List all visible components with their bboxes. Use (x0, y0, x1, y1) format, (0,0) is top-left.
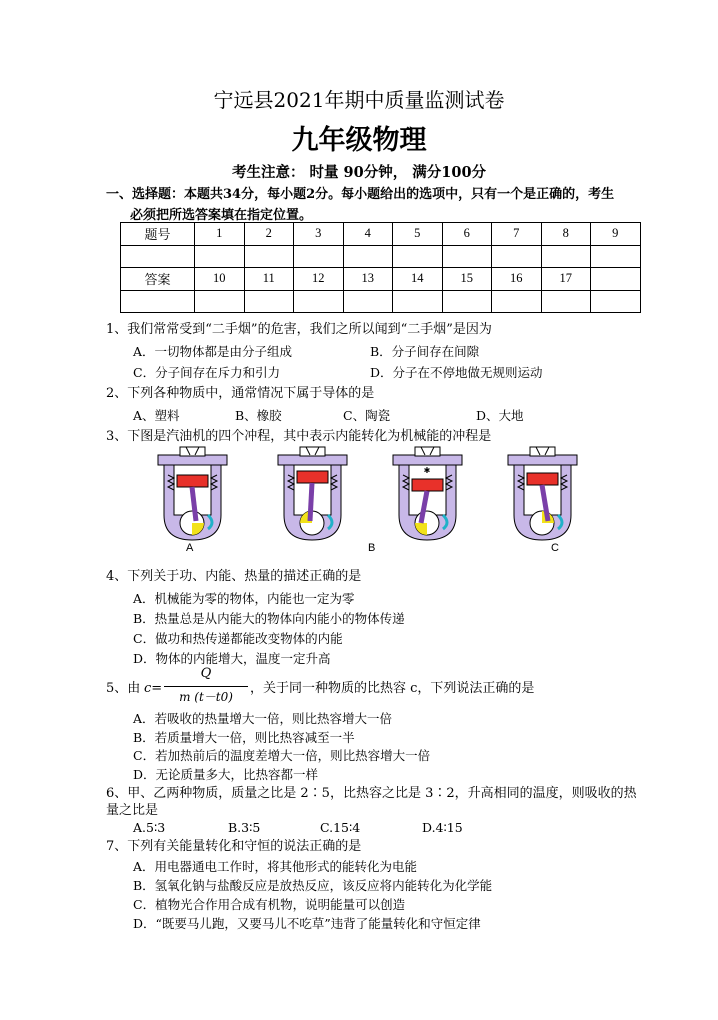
question-5-option-b: B．若质量增大一倍，则比热容减至一半 (133, 730, 355, 745)
question-4-option-d: D．物体的内能增大，温度一定升高 (133, 651, 331, 666)
question-1-option-b: B．分子间存在间隙 (370, 344, 480, 359)
table-cell: 7 (492, 223, 542, 246)
fraction-bar (164, 686, 248, 687)
exam-title: 宁远县2021年期中质量监测试卷 (213, 88, 505, 112)
question-4-option-b: B．热量总是从内能大的物体向内能小的物体传递 (133, 611, 405, 626)
table-cell: 10 (195, 268, 245, 291)
question-6-option-a: A.5∶3 (133, 820, 166, 835)
table-cell: 14 (393, 268, 443, 291)
question-4-option-a: A．机械能为零的物体，内能也一定为零 (133, 591, 355, 606)
question-7-option-d: D．“既要马儿跑，又要马儿不吃草”违背了能量转化和守恒定律 (133, 916, 481, 931)
question-6-option-c: C.15∶4 (320, 820, 361, 835)
answer-cell[interactable] (121, 290, 195, 313)
question-2-option-c: C、陶瓷 (343, 408, 391, 423)
table-cell: 3 (294, 223, 344, 246)
question-7-option-a: A．用电器通电工作时，将其他形式的能转化为电能 (133, 859, 418, 874)
answer-cell[interactable] (244, 290, 294, 313)
table-cell: 8 (541, 223, 591, 246)
table-cell: 5 (393, 223, 443, 246)
question-2-option-b: B、橡胶 (235, 408, 282, 423)
question-7-option-c: C．植物光合作用合成有机物，说明能量可以创造 (133, 897, 406, 912)
table-cell: 13 (343, 268, 393, 291)
question-1-stem: 1、我们常常受到“二手烟”的危害，我们之所以闻到“二手烟”是因为 (106, 322, 492, 337)
table-cell: 题号 (121, 223, 195, 246)
question-2-stem: 2、下列各种物质中，通常情况下属于导体的是 (106, 386, 375, 401)
question-6-option-d: D.4∶15 (422, 820, 463, 835)
answer-cell[interactable] (591, 245, 641, 268)
question-1-option-c: C．分子间存在斥力和引力 (133, 365, 281, 380)
answer-table (120, 222, 641, 313)
question-4-stem: 4、下列关于功、内能、热量的描述正确的是 (106, 569, 362, 584)
engine-label-c: C (551, 542, 559, 554)
answer-cell[interactable] (343, 245, 393, 268)
answer-cell[interactable] (195, 245, 245, 268)
table-cell: 2 (244, 223, 294, 246)
formula-numerator: Q (200, 666, 212, 681)
question-3-stem: 3、下图是汽油机的四个冲程，其中表示内能转化为机械能的冲程是 (106, 429, 492, 444)
section-heading (106, 184, 666, 226)
answer-cell[interactable] (393, 290, 443, 313)
table-cell: 答案 (121, 268, 195, 291)
table-row (121, 268, 641, 291)
formula-lhs: c= (144, 681, 163, 696)
answer-cell[interactable] (343, 290, 393, 313)
answer-cell[interactable] (492, 290, 542, 313)
engine-label-a: A (186, 542, 194, 554)
engine-diagram-b (270, 445, 355, 543)
table-row (121, 290, 641, 313)
exam-notice: 考生注意： 时量 90分钟， 满分100分 (231, 164, 487, 181)
answer-cell[interactable] (294, 245, 344, 268)
table-cell: 9 (591, 223, 641, 246)
answer-cell[interactable] (591, 290, 641, 313)
question-2-option-d: D、大地 (476, 408, 524, 423)
question-6-stem-line-2: 量之比是 (106, 803, 159, 818)
table-cell: 17 (541, 268, 591, 291)
question-5-stem: ，关于同一种物质的比热容 c，下列说法正确的是 (250, 681, 535, 696)
question-5-option-d: D．无论质量多大，比热容都一样 (133, 767, 319, 782)
engine-diagram-c (385, 445, 470, 543)
question-1-option-a: A．一切物体都是由分子组成 (133, 344, 293, 359)
section-line-2: 必须把所选答案填在指定位置。 (130, 208, 313, 223)
engine-diagram-d (500, 445, 585, 543)
question-2-option-a: A、塑料 (133, 408, 180, 423)
question-5-prefix: 5、由 (106, 681, 141, 696)
question-4-option-c: C．做功和热传递都能改变物体的内能 (133, 631, 343, 646)
answer-cell[interactable] (442, 245, 492, 268)
question-7-stem: 7、下列有关能量转化和守恒的说法正确的是 (106, 839, 362, 854)
question-6-stem-line-1: 6、甲、乙两种物质，质量之比是 2∶5，比热容之比是 3∶2，升高相同的温度，则吸收的热 (106, 786, 637, 801)
formula-denominator: m (t－t0) (179, 690, 233, 704)
table-cell: 16 (492, 268, 542, 291)
answer-cell[interactable] (393, 245, 443, 268)
svg-text:✱: ✱ (423, 466, 431, 475)
answer-cell[interactable] (492, 245, 542, 268)
table-cell (591, 268, 641, 291)
answer-cell[interactable] (244, 245, 294, 268)
table-cell: 11 (244, 268, 294, 291)
engine-diagram-a (150, 445, 235, 543)
answer-cell[interactable] (121, 245, 195, 268)
answer-cell[interactable] (541, 245, 591, 268)
table-cell: 12 (294, 268, 344, 291)
answer-cell[interactable] (541, 290, 591, 313)
answer-cell[interactable] (195, 290, 245, 313)
table-cell: 15 (442, 268, 492, 291)
question-7-option-b: B．氢氧化钠与盐酸反应是放热反应，该反应将内能转化为化学能 (133, 878, 493, 893)
question-5-option-c: C．若加热前后的温度差增大一倍，则比热容增大一倍 (133, 748, 431, 763)
answer-cell[interactable] (442, 290, 492, 313)
section-line-1: 一、选择题：本题共34分，每小题2分。每小题给出的选项中，只有一个是正确的，考生 (106, 187, 615, 202)
question-5-option-a: A．若吸收的热量增大一倍，则比热容增大一倍 (133, 711, 393, 726)
table-row (121, 223, 641, 246)
answer-cell[interactable] (294, 290, 344, 313)
table-cell: 6 (442, 223, 492, 246)
subject-title: 九年级物理 (291, 125, 427, 156)
table-cell: 1 (195, 223, 245, 246)
table-cell: 4 (343, 223, 393, 246)
table-row (121, 245, 641, 268)
engine-label-b: B (368, 542, 376, 554)
question-1-option-d: D．分子在不停地做无规则运动 (370, 365, 543, 380)
question-6-option-b: B.3∶5 (228, 820, 261, 835)
